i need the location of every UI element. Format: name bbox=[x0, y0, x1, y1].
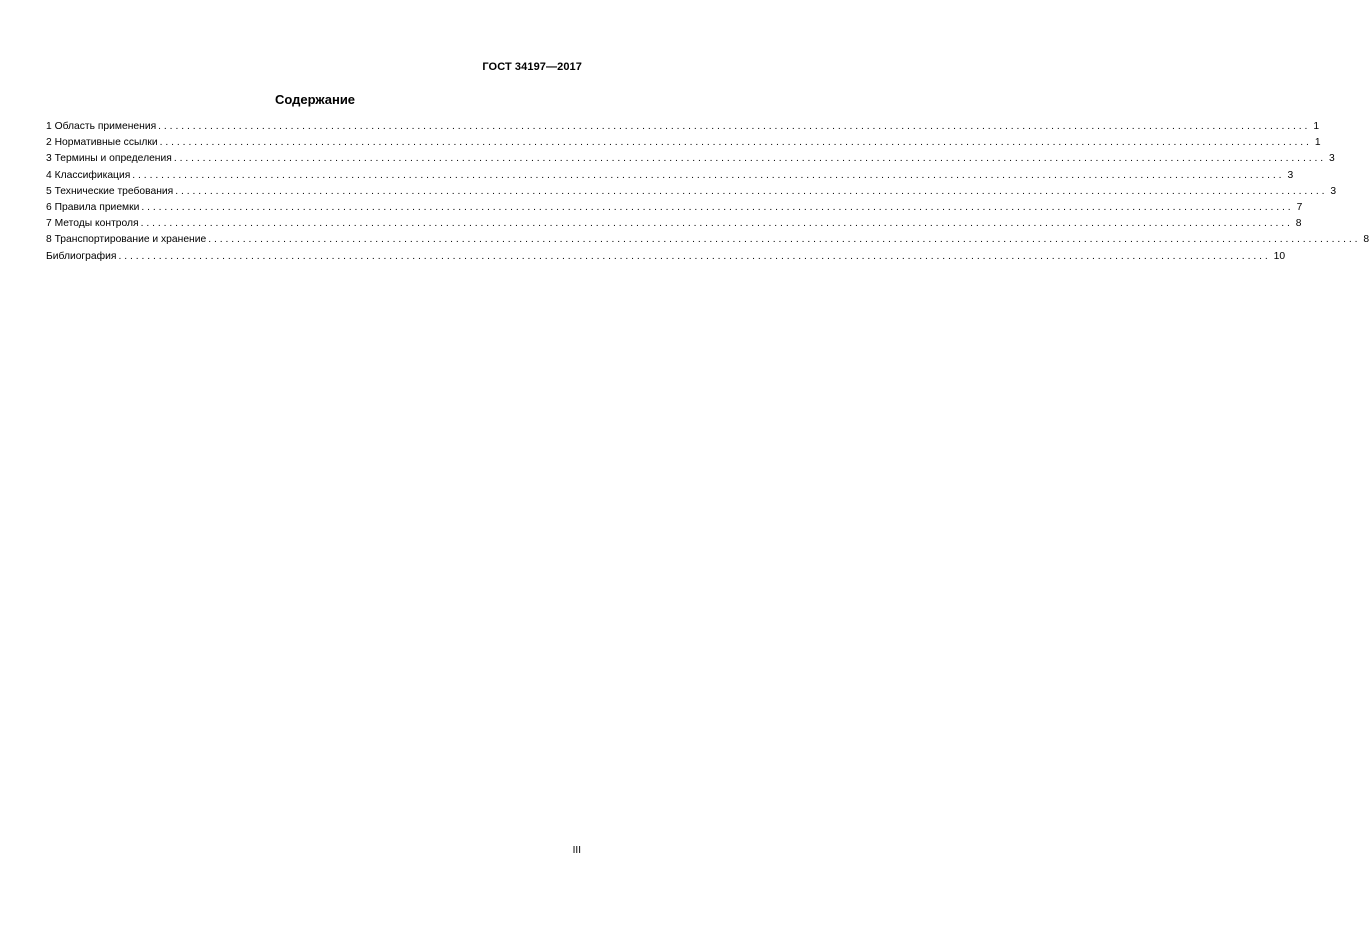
toc-leader-dots: ........................................................................................................................................................................................................ bbox=[118, 250, 1271, 262]
toc-entry-page: 3 bbox=[1287, 169, 1294, 181]
toc-leader-dots: ........................................................................................................................................................................................................ bbox=[159, 137, 1312, 149]
toc-entry-label: 4 Классификация bbox=[46, 169, 131, 181]
table-of-contents bbox=[46, 119, 1369, 265]
toc-entry-label: 7 Методы контроля bbox=[46, 218, 139, 230]
toc-entry-label: Библиография bbox=[46, 250, 117, 262]
toc-entry-page: 3 bbox=[1330, 185, 1337, 197]
toc-entry[interactable] bbox=[46, 168, 1294, 184]
toc-entry-page: 8 bbox=[1295, 218, 1302, 230]
toc-leader-dots: ........................................................................................................................................................................................................ bbox=[140, 218, 1293, 230]
toc-entry[interactable] bbox=[46, 135, 1321, 151]
toc-entry-label: 3 Термины и определения bbox=[46, 153, 172, 165]
toc-entry[interactable] bbox=[46, 119, 1320, 135]
toc-entry-page: 10 bbox=[1273, 250, 1286, 262]
toc-entry-label: 1 Область применения bbox=[46, 121, 157, 132]
toc-leader-dots: ........................................................................................................................................................................................................ bbox=[208, 234, 1361, 246]
toc-entry-page: 1 bbox=[1314, 137, 1321, 149]
toc-entry-label: 6 Правила приемки bbox=[46, 201, 140, 213]
toc-title: Содержание bbox=[274, 92, 356, 107]
toc-entry[interactable] bbox=[46, 249, 1286, 265]
toc-entry[interactable] bbox=[46, 232, 1369, 248]
toc-entry-label: 2 Нормативные ссылки bbox=[46, 137, 158, 149]
toc-entry-page: 1 bbox=[1313, 121, 1320, 132]
toc-leader-dots: ........................................................................................................................................................................................................ bbox=[175, 185, 1328, 197]
toc-entry[interactable] bbox=[46, 184, 1337, 200]
toc-entry[interactable] bbox=[46, 200, 1303, 216]
toc-entry-label: 8 Транспортирование и хранение bbox=[46, 234, 207, 246]
toc-entry[interactable] bbox=[46, 151, 1335, 167]
toc-entry-label: 5 Технические требования bbox=[46, 185, 174, 197]
toc-leader-dots: ........................................................................................................................................................................................................ bbox=[132, 169, 1285, 181]
toc-leader-dots: ........................................................................................................................................................................................................ bbox=[141, 201, 1294, 213]
toc-leader-dots: ........................................................................................................................................................................................................ bbox=[173, 153, 1326, 165]
toc-entry[interactable] bbox=[46, 216, 1302, 232]
page-number: III bbox=[572, 845, 581, 856]
toc-entry-page: 8 bbox=[1363, 234, 1369, 246]
document-id: ГОСТ 34197—2017 bbox=[482, 61, 582, 73]
toc-entry-page: 7 bbox=[1296, 201, 1303, 213]
toc-entry-page: 3 bbox=[1329, 153, 1335, 165]
toc-leader-dots: ........................................................................................................................................................................................................ bbox=[158, 121, 1311, 132]
